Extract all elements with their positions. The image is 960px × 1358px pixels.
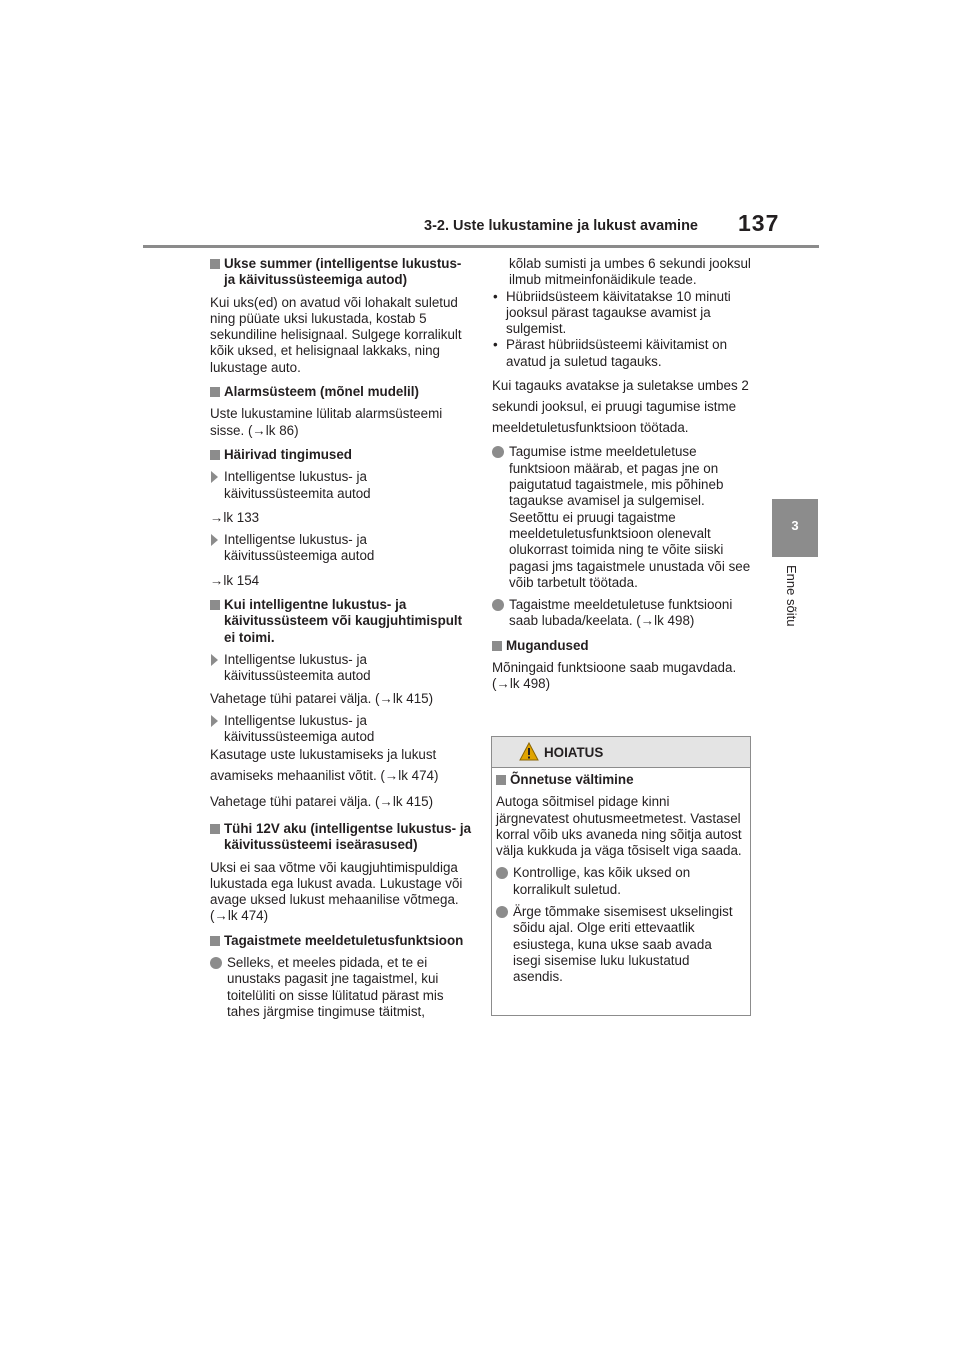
chapter-label: Enne sõitu xyxy=(784,565,799,627)
chapter-label-container xyxy=(779,565,799,640)
heading-alarm xyxy=(210,384,472,400)
square-bullet-icon xyxy=(210,936,220,946)
bullet-icon: • xyxy=(493,337,498,353)
heading-text: Häirivad tingimused xyxy=(224,446,352,462)
heading-text: Õnnetuse vältimine xyxy=(510,772,634,787)
dot-item xyxy=(496,865,742,898)
page-reference: →lk 154 xyxy=(210,572,260,588)
square-bullet-icon xyxy=(496,775,506,785)
dot-item-text: Selleks, et meeles pidada, et te ei unustaks pagasit jne tagaistmel, kui toitelüliti on sisse lülitatud pärast mis tahes järgmise tingimuse täitmist, xyxy=(227,955,444,1019)
triangle-bullet-icon xyxy=(211,654,218,666)
circle-bullet-icon xyxy=(496,906,508,918)
chapter-number: 3 xyxy=(791,518,799,533)
heading-text: Tagaistmete meeldetuletusfunktsioon xyxy=(224,932,464,948)
dot-item-text: Tagumise istme meeldetuletuse funktsioon määrab, et pagas jne on paigutatud tagaistmele, mis põhineb tagaukse avamisel ja sulgemisel. Seetõttu ei pruugi tagaistme meeldetuletusfunktsioon olenevalt olukorrast toimida ning te võite siiski pagasi jms tagaistmele unustada või see võib tarbetult töötada. xyxy=(509,444,751,590)
sub-item-text: Intelligentse lukustus- ja käivitussüsteemiga autod xyxy=(224,712,375,745)
square-bullet-icon xyxy=(492,641,502,651)
bullet-text: Hübriidsüsteem käivitatakse 10 minuti jooksul pärast tagaukse avamist ja sulgemist. xyxy=(506,288,731,337)
square-bullet-icon xyxy=(210,387,220,397)
square-bullet-icon xyxy=(210,824,220,834)
header-rule xyxy=(143,245,819,248)
heading-door-buzzer xyxy=(210,256,472,289)
circle-bullet-icon xyxy=(210,957,222,969)
sub-item-text: Intelligentse lukustus- ja käivitussüsteemita autod xyxy=(224,651,371,684)
square-bullet-icon xyxy=(210,600,220,610)
bullet-icon: • xyxy=(493,288,498,304)
triangle-bullet-icon xyxy=(211,715,218,727)
continued-text: kõlab sumisti ja umbes 6 sekundi jooksul ilmub mitmeinfonäidikule teade. xyxy=(509,256,751,288)
paragraph: Autoga sõitmisel pidage kinni järgnevatest ohutusmeetmetest. Vastasel korral võib uks avaneda ning sõitja autost välja kukkuda ja väga tõsiselt viga saada. xyxy=(496,794,742,859)
dot-item xyxy=(492,597,754,630)
triangle-bullet-icon xyxy=(211,471,218,483)
square-bullet-icon xyxy=(210,450,220,460)
dot-item xyxy=(492,444,754,591)
bullet-item xyxy=(492,289,754,338)
warning-heading xyxy=(496,772,742,788)
heading-text: Kui intelligentne lukustus- ja käivitussüsteem või kaugjuhtimispult ei toimi. xyxy=(224,597,463,645)
heading-text: Ukse summer (intelligentse lukustus- ja käivitussüsteemiga autod) xyxy=(224,256,462,288)
right-column xyxy=(492,256,754,693)
paragraph: Vahetage tühi patarei välja. (→lk 415) xyxy=(210,690,434,706)
heading-text: Mugandused xyxy=(506,637,589,653)
circle-bullet-icon xyxy=(492,599,504,611)
sub-item-text: Intelligentse lukustus- ja käivitussüsteemiga autod xyxy=(224,532,375,564)
heading-not-working xyxy=(210,597,472,646)
sub-item-text: Intelligentse lukustus- ja käivitussüsteemita autod xyxy=(224,469,371,501)
paragraph: Uste lukustamine lülitab alarmsüsteemi sisse. (→lk 86) xyxy=(210,406,443,438)
sub-item xyxy=(210,469,472,502)
warning-triangle-icon xyxy=(519,742,539,761)
paragraph: Kasutage uste lukustamiseks ja lukust avamiseks mehaanilist võtit. (→lk 474) xyxy=(210,747,439,783)
dot-item xyxy=(496,904,742,985)
heading-interference xyxy=(210,447,472,463)
dot-item-text: Ärge tõmmake sisemisest ukselingist sõidu ajal. Olge eriti ettevaatlik esiustega, kuna ukse saab avada isegi sisemise luku lukustatud asendis. xyxy=(513,904,733,985)
warning-title: HOIATUS xyxy=(544,745,604,760)
paragraph: Uksi ei saa võtme või kaugjuhtimispuldiga lukustada ega lukust avada. Lukustage või avage uksed lukust mehaanilise võtmega. (→lk 474) xyxy=(210,859,463,924)
heading-rear-seat-reminder xyxy=(210,933,472,949)
triangle-bullet-icon xyxy=(211,534,218,546)
left-column xyxy=(210,256,472,1020)
bullet-item xyxy=(492,337,754,370)
paragraph: Kui tagauks avatakse ja suletakse umbes 2 sekundi jooksul, ei pruugi tagumise istme meeldetuletusfunktsioon töötada. xyxy=(492,378,749,435)
dot-item-text: Kontrollige, kas kõik uksed on korralikult suletud. xyxy=(513,865,691,897)
sub-item xyxy=(210,532,472,565)
paragraph: Kui uks(ed) on avatud või lohakalt suletud ning püüate uksi lukustada, kostab 5 sekundiline helisignaal. Sulgege korralikult kõik uksed, et helisignaal lakkaks, ning lukustage auto. xyxy=(210,294,462,375)
page-reference: →lk 133 xyxy=(210,509,260,525)
heading-12v-battery xyxy=(210,821,472,854)
warning-body xyxy=(496,772,742,986)
section-title: 3-2. Uste lukustamine ja lukust avamine xyxy=(424,218,698,234)
dot-item-text: Tagaistme meeldetuletuse funktsiooni saab lubada/keelata. (→lk 498) xyxy=(509,597,733,629)
sub-item xyxy=(210,652,472,685)
paragraph: Mõningaid funktsioone saab mugavdada. (→lk 498) xyxy=(492,660,737,692)
paragraph: Vahetage tühi patarei välja. (→lk 415) xyxy=(210,794,434,810)
sub-item xyxy=(210,713,472,746)
heading-text: Alarmsüsteem (mõnel mudelil) xyxy=(224,384,419,400)
warning-header xyxy=(492,737,750,768)
heading-customization xyxy=(492,638,754,654)
square-bullet-icon xyxy=(210,259,220,269)
circle-bullet-icon xyxy=(496,867,508,879)
dot-item xyxy=(210,955,472,1020)
page-number: 137 xyxy=(738,210,780,236)
bullet-text: Pärast hübriidsüsteemi käivitamist on avatud ja suletud tagauks. xyxy=(506,337,728,369)
warning-box xyxy=(491,736,751,1016)
heading-text: Tühi 12V aku (intelligentse lukustus- ja käivitussüsteemi iseärasused) xyxy=(224,820,472,853)
circle-bullet-icon xyxy=(492,446,504,458)
